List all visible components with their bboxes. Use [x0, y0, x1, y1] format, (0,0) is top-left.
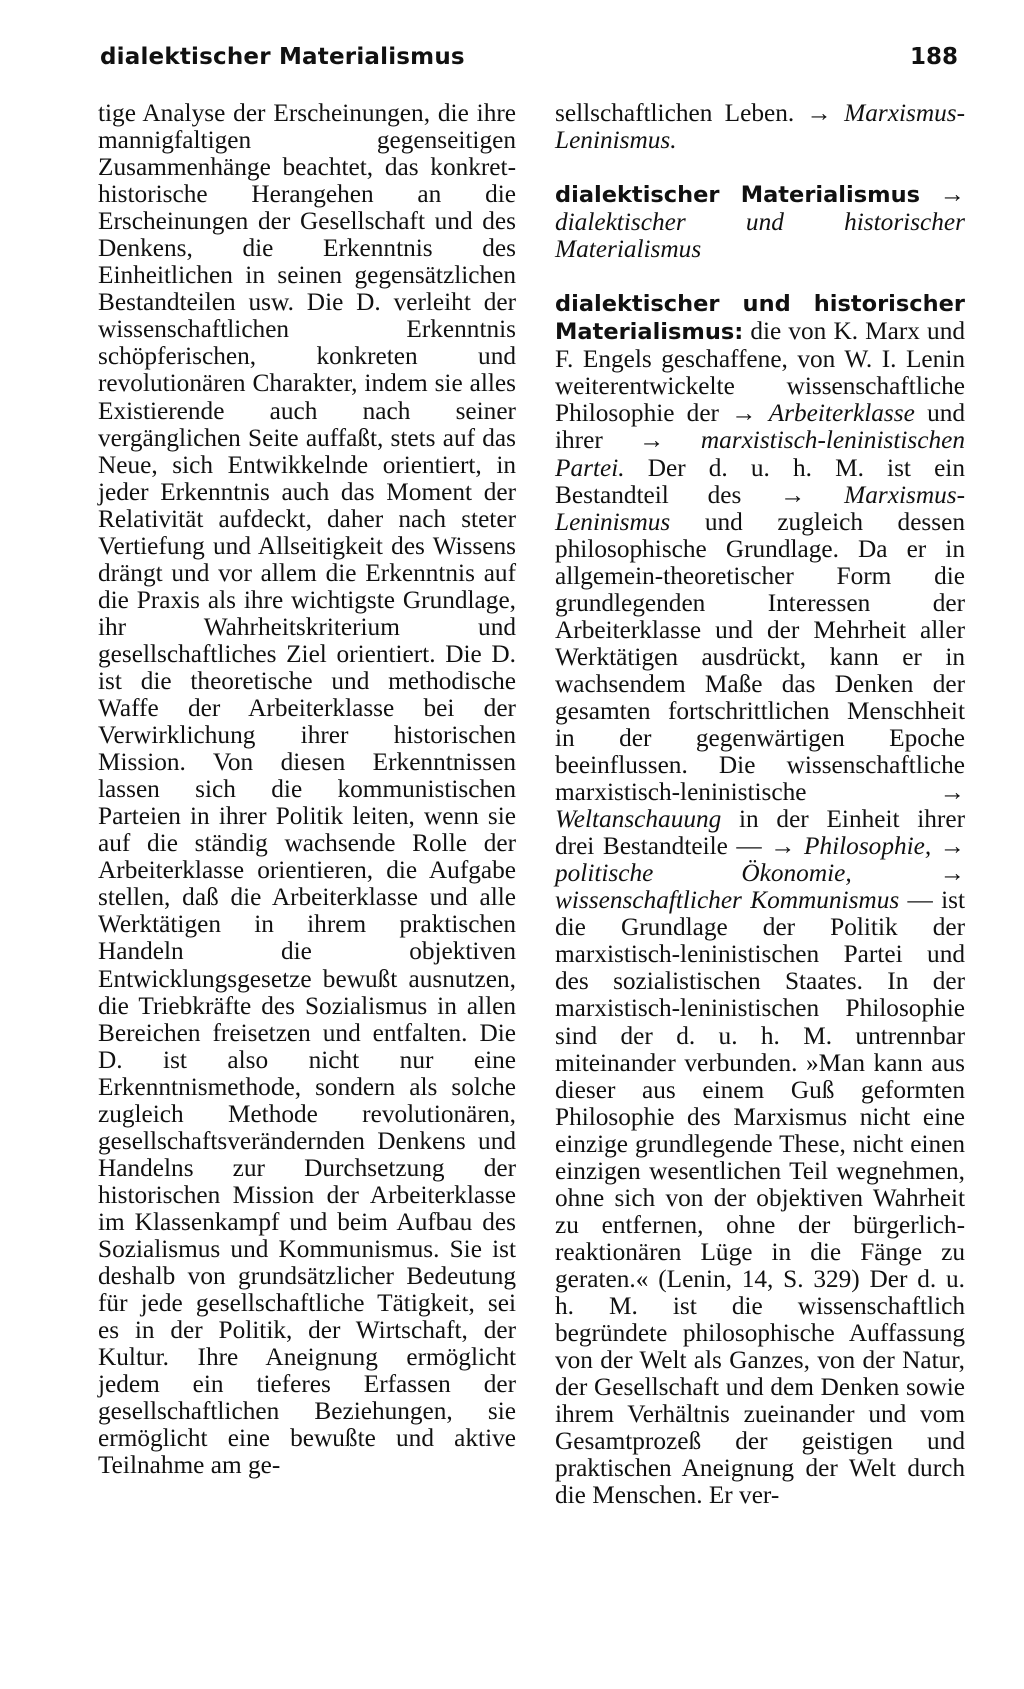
entry-text: Der d. u. h. M. ist ein Bestandteil des — [555, 453, 965, 509]
entry-text: und ihrer — [555, 399, 966, 455]
entry-headword: dialektischer und historischer Materialismus: — [555, 291, 965, 346]
cross-reference-link[interactable]: dialektischer und historischer Materialismus — [555, 208, 965, 264]
cross-reference-link[interactable]: Philosophie, — [804, 832, 932, 861]
left-column-text: tige Analyse der Erscheinungen, die ihre mannigfaltigen gegenseitigen Zusammenhänge beachtet, das konkret-historische Herangehen an die Erscheinungen der Gesellschaft und des Denkens, die Erkenntnis des Einheitlichen in seinen gegensätzlichen Bestandteilen usw. Die D. verleiht der wissenschaftlichen Erkenntnis schöpferischen, konkreten und revolutionären Charakter, indem sie alles Existierende auch nach seiner vergänglichen Seite auffaßt, stets auf das Neue, sich Entwikkelnde orientiert, in jeder Erkenntnis auch das Moment der Relativität aufdeckt, daher nach steter Vertiefung und Allseitigkeit des Wissens drängt und vor allem die Erkenntnis auf die Praxis als ihre wichtigste Grundlage, ihr Wahrheitskriterium und gesellschaftliches Ziel orientiert. Die D. ist die theoretische und methodische Waffe der Arbeiterklasse bei der Verwirklichung ihrer historischen Mission. Von diesen Erkenntnissen lassen sich die kommunistischen Parteien in ihrer Politik leiten, wenn sie auf die ständig wachsende Rolle der Arbeiterklasse orientieren, die Aufgabe stellen, daß die Arbeiterklasse und alle Werktätigen in ihrem praktischen Handeln die objektiven Entwicklungsgesetze bewußt ausnutzen, die Triebkräfte des Sozialismus in allen Bereichen freisetzen und entfalten. Die D. ist also nicht nur eine Erkenntnismethode, sondern als solche zugleich Methode revolutionären, gesellschaftsverändernden Denkens und Handelns zur Durchsetzung der historischen Mission der Arbeiterklasse im Klassenkampf und beim Aufbau des Sozialismus und Kommunismus. Sie ist deshalb von grundsätzlicher Bedeutung für jede gesellschaftliche Tätigkeit, sei es in der Politik, der Wirtschaft, der Kultur. Ihre Aneignung ermöglicht jedem ein tieferes Erfassen der gesellschaftlichen Beziehungen, sie ermöglicht eine bewußte und aktive Teilnahme am ge- — [98, 99, 516, 1480]
cross-reference-arrow: → — [770, 832, 796, 861]
entry-text: — ist die Grundlage der Politik der marxistisch-leninistischen Partei und des sozialistischen Staates. In der marxistisch-leninistischen Philosophie sind der d. u. h. M. untrennbar miteinander verbunden. »Man kann aus dieser aus einem Guß geformten Philosophie des Marxismus nicht eine einzige grundlegende These, nicht einen einzigen wesentlichen Teil wegnehmen, ohne sich von der objektiven Wahrheit zu entfernen, ohne der bürgerlich-reaktionären Lüge in die Fänge zu geraten.« (Lenin, 14, S. 329) Der d. u. h. M. ist die wissenschaftlich begründete philosophische Auffassung von der Welt als Ganzes, von der Natur, der Gesellschaft und dem Denken sowie ihrem Verhältnis zueinander und vom Gesamtprozeß der geistigen und praktischen Aneignung der Welt durch die Menschen. Er ver- — [555, 886, 965, 1510]
cross-reference-link[interactable]: Marxismus-Leninismus. — [555, 99, 966, 155]
cross-reference-arrow: → — [939, 832, 966, 861]
cross-reference-arrow: → — [731, 399, 757, 428]
right-column — [555, 100, 965, 1509]
cross-reference-link[interactable]: Arbeiterklasse — [768, 399, 915, 428]
entry-text: und zugleich dessen philosophische Grundlage. Da er in allgemein-theoretischer Form die grundlegenden Interessen der Arbeiterklasse und der Mehrheit aller Werktätigen ausdrückt, kann er in wachsendem Maße das Denken der gesamten fortschrittlichen Menschheit in der gegenwärtigen Epoche beeinflussen. Die wissenschaftliche marxistisch-leninistische — [555, 507, 965, 807]
cross-reference-link[interactable]: Marxismus-Leninismus — [555, 480, 966, 536]
continuation-text: sellschaftlichen Leben. — [555, 99, 795, 127]
continuation-paragraph — [555, 100, 965, 154]
cross-reference-arrow: → — [639, 426, 665, 455]
cross-reference-link[interactable]: marxistisch-leninistischen Partei. — [555, 426, 965, 482]
cross-reference-link[interactable]: politische Ökonomie, — [555, 859, 852, 888]
cross-reference-arrow: → — [939, 778, 965, 807]
cross-reference-arrow: → — [939, 859, 965, 888]
cross-reference-link[interactable]: wissenschaftlicher Kommunismus — [555, 886, 900, 915]
dictionary-entry — [555, 181, 965, 263]
left-column — [98, 100, 516, 1479]
dictionary-entry — [555, 290, 965, 1509]
running-head: dialektischer Materialismus — [100, 44, 465, 70]
entry-headword: dialektischer Materialismus — [555, 182, 920, 209]
page-number: 188 — [910, 44, 959, 70]
cross-reference-arrow: → — [780, 480, 806, 509]
cross-reference-arrow: → — [939, 180, 965, 209]
entry-text: in der Einheit ihrer drei Bestandteile — — [555, 805, 966, 861]
cross-reference-arrow: → — [806, 99, 832, 127]
cross-reference-link[interactable]: Weltanschauung — [555, 805, 722, 834]
entry-text: die von K. Marx und F. Engels geschaffene, von W. I. Lenin weiterentwickelte wissenschaftliche Philosophie der — [555, 317, 965, 428]
